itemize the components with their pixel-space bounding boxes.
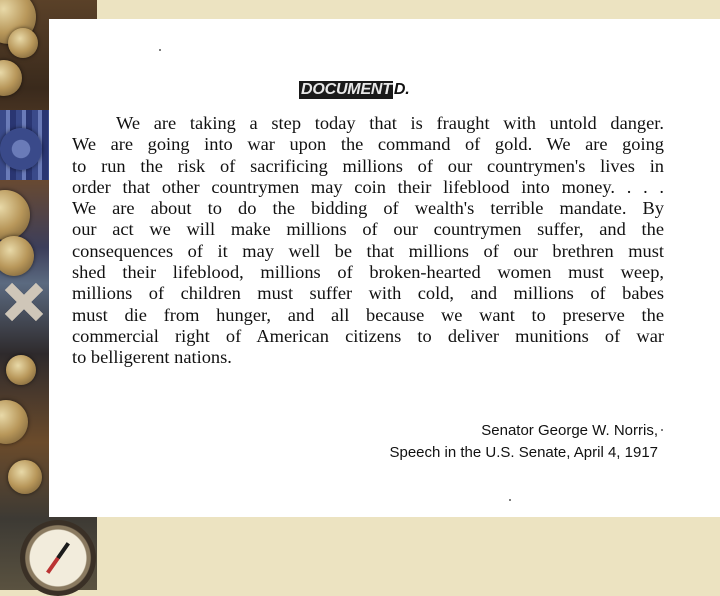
medal-icon <box>0 400 28 444</box>
quote-line: commercial right of American citizens to deliver munitions of war <box>72 325 664 346</box>
medal-icon <box>8 460 42 494</box>
quote-line: We are going into war upon the command of gold. We are going <box>72 134 664 155</box>
quote-line: millions of children must suffer with cold, and millions of babes <box>72 283 664 304</box>
quote-line: consequences of it may well be that millions of our brethren must <box>72 240 664 261</box>
medal-icon <box>8 28 38 58</box>
medal-icon <box>0 190 30 240</box>
rosette-icon <box>0 128 42 170</box>
quote-line: We are about to do the bidding of wealth's terrible mandate. By <box>72 198 664 219</box>
document-title-letter: D. <box>393 81 410 98</box>
speck <box>159 49 161 51</box>
medal-icon <box>6 355 36 385</box>
quote-line: to belligerent nations. <box>72 347 232 368</box>
quote-line: our act we will make millions of our countrymen suffer, and the <box>72 219 664 240</box>
cross-medal-icon <box>0 271 55 333</box>
medal-icon <box>0 236 34 276</box>
quote-line: We are taking a step today that is fraught with untold danger. <box>116 113 664 133</box>
speck <box>509 499 511 501</box>
attribution-author: Senator George W. Norris, <box>481 422 658 439</box>
document-title <box>299 80 409 100</box>
quote-line: must die from hunger, and all because we want to preserve the <box>72 304 664 325</box>
quote-body <box>72 113 664 369</box>
medal-icon <box>0 60 22 96</box>
attribution-source: Speech in the U.S. Senate, April 4, 1917 <box>389 444 658 461</box>
attribution <box>389 420 658 464</box>
quote-line: shed their lifeblood, millions of broken-hearted women must weep, <box>72 262 664 283</box>
document-title-highlight: DOCUMENT <box>301 81 392 98</box>
quote-line: to run the risk of sacrificing millions of our countrymen's lives in <box>72 155 664 176</box>
quote-line: order that other countrymen may coin their lifeblood into money. . . . <box>72 176 664 197</box>
speck <box>661 429 663 431</box>
